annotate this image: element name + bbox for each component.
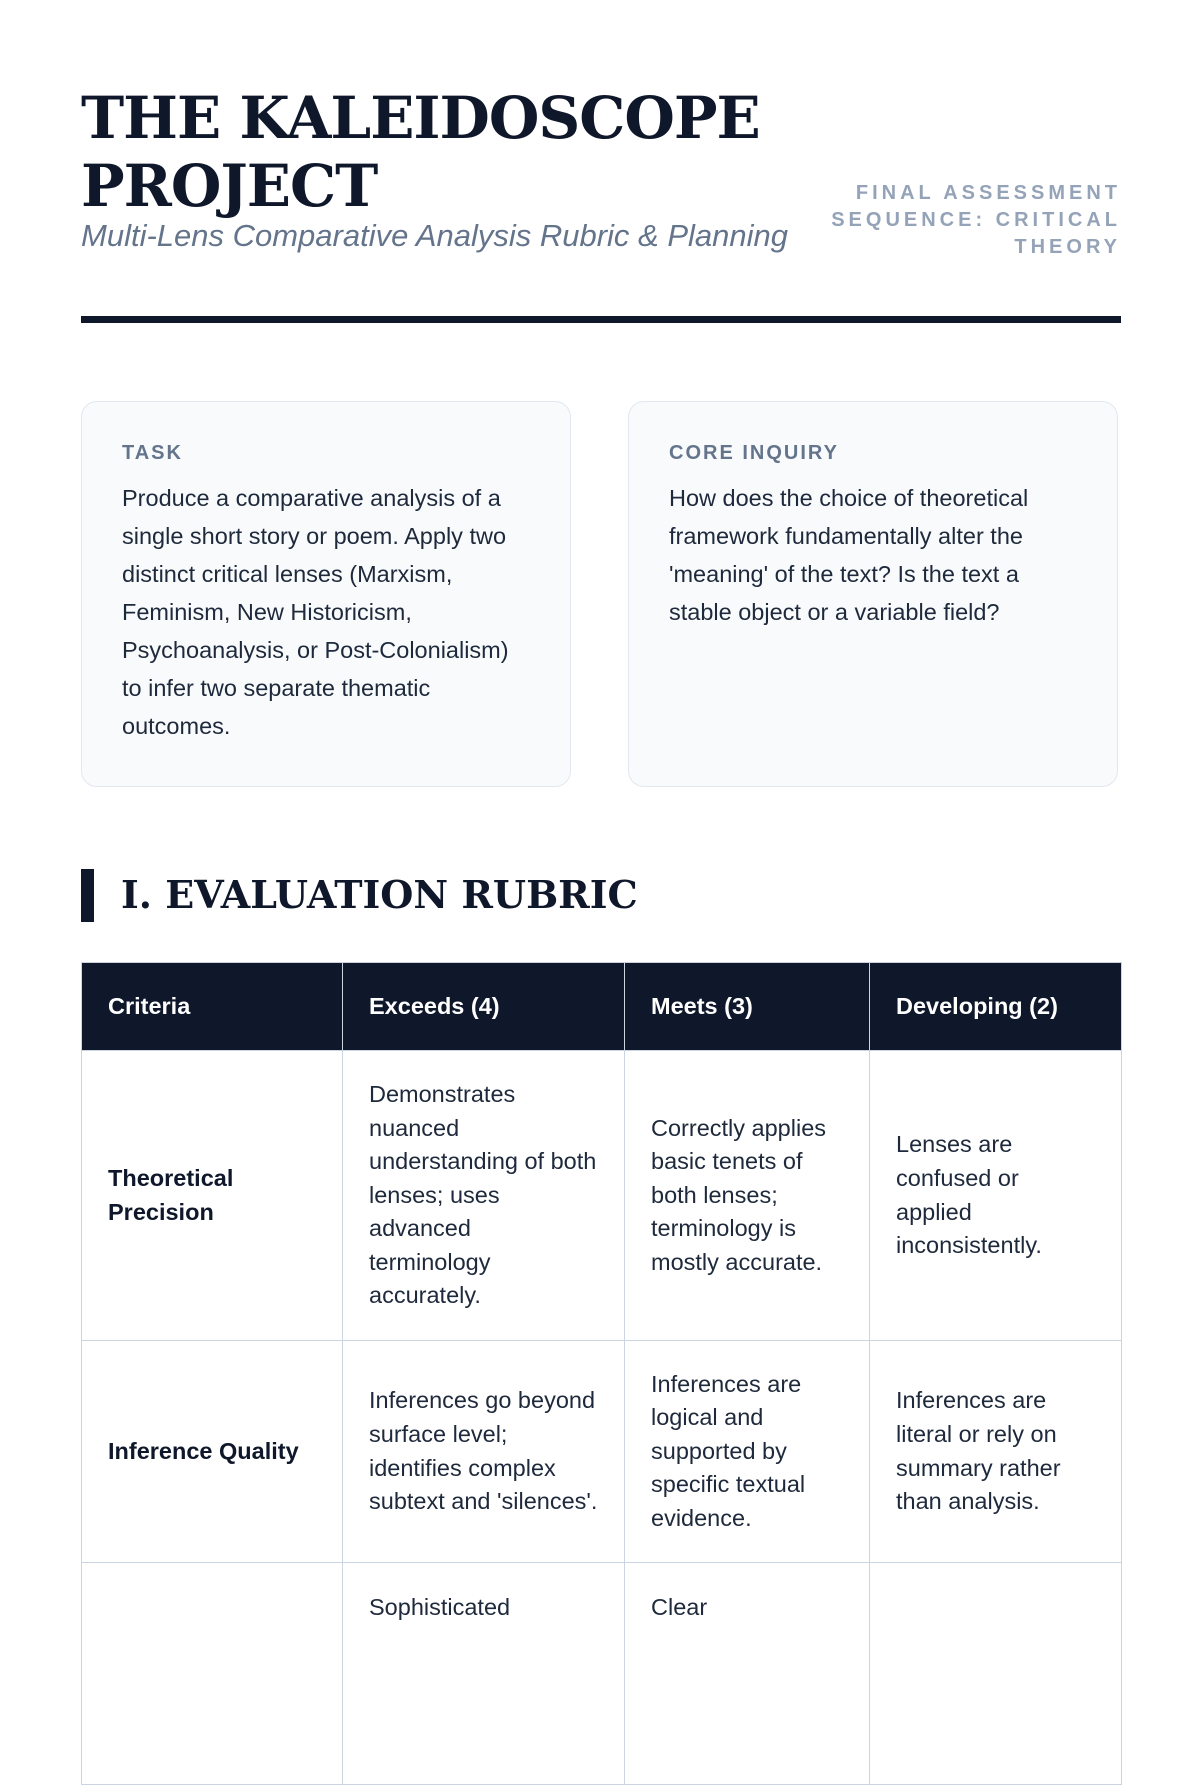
meta-line-1: FINAL ASSESSMENT — [855, 182, 1121, 204]
column-header-developing: Developing (2) — [870, 963, 1122, 1051]
table-header-row — [82, 963, 1122, 1051]
title-line-1: THE KALEIDOSCOPE — [81, 84, 760, 152]
column-header-meets: Meets (3) — [625, 963, 870, 1051]
column-header-criteria: Criteria — [82, 963, 343, 1051]
table-row — [82, 1563, 1122, 1785]
task-text: Produce a comparative analysis of a single short story or poem. Apply two distinct critical lenses (Marxism, Feminism, New Historicism, Psychoanalysis, or Post-Colonialism) to infer two separate thematic outcomes. — [122, 485, 509, 739]
core-inquiry-card — [628, 401, 1118, 787]
page-subtitle: Multi-Lens Comparative Analysis Rubric & Planning — [81, 218, 788, 253]
developing-cell: Inferences are literal or rely on summary rather than analysis. — [870, 1341, 1122, 1563]
core-inquiry-label: CORE INQUIRY — [669, 442, 839, 464]
exceeds-cell: Sophisticated — [343, 1563, 625, 1785]
criteria-cell: Theoretical Precision — [82, 1051, 343, 1341]
page-title — [81, 84, 760, 220]
document-header — [81, 84, 1121, 320]
evaluation-rubric-table — [81, 962, 1122, 1785]
assessment-meta — [801, 180, 1121, 261]
rubric-section-heading — [81, 868, 1121, 922]
criteria-cell — [82, 1563, 343, 1785]
meets-cell: Inferences are logical and supported by specific textual evidence. — [625, 1341, 870, 1563]
section-title: I. EVALUATION RUBRIC — [121, 872, 638, 917]
exceeds-cell: Demonstrates nuanced understanding of both lenses; uses advanced terminology accurately. — [343, 1051, 625, 1341]
header-divider — [81, 316, 1121, 323]
meta-line-3: THEORY — [1014, 236, 1121, 258]
table-row — [82, 1051, 1122, 1341]
meta-line-2: SEQUENCE: CRITICAL — [831, 209, 1121, 231]
core-inquiry-text: How does the choice of theoretical framework fundamentally alter the 'meaning' of the text? Is the text a stable object or a variable field? — [669, 485, 1029, 625]
criteria-cell: Inference Quality — [82, 1341, 343, 1563]
meets-cell: Correctly applies basic tenets of both lenses; terminology is mostly accurate. — [625, 1051, 870, 1341]
exceeds-cell: Inferences go beyond surface level; identifies complex subtext and 'silences'. — [343, 1341, 625, 1563]
section-accent-bar — [81, 869, 94, 922]
title-line-2: PROJECT — [81, 152, 378, 220]
developing-cell: Lenses are confused or applied inconsistently. — [870, 1051, 1122, 1341]
task-label: TASK — [122, 442, 183, 464]
column-header-exceeds: Exceeds (4) — [343, 963, 625, 1051]
task-card — [81, 401, 571, 787]
developing-cell — [870, 1563, 1122, 1785]
meets-cell: Clear — [625, 1563, 870, 1785]
table-row — [82, 1341, 1122, 1563]
